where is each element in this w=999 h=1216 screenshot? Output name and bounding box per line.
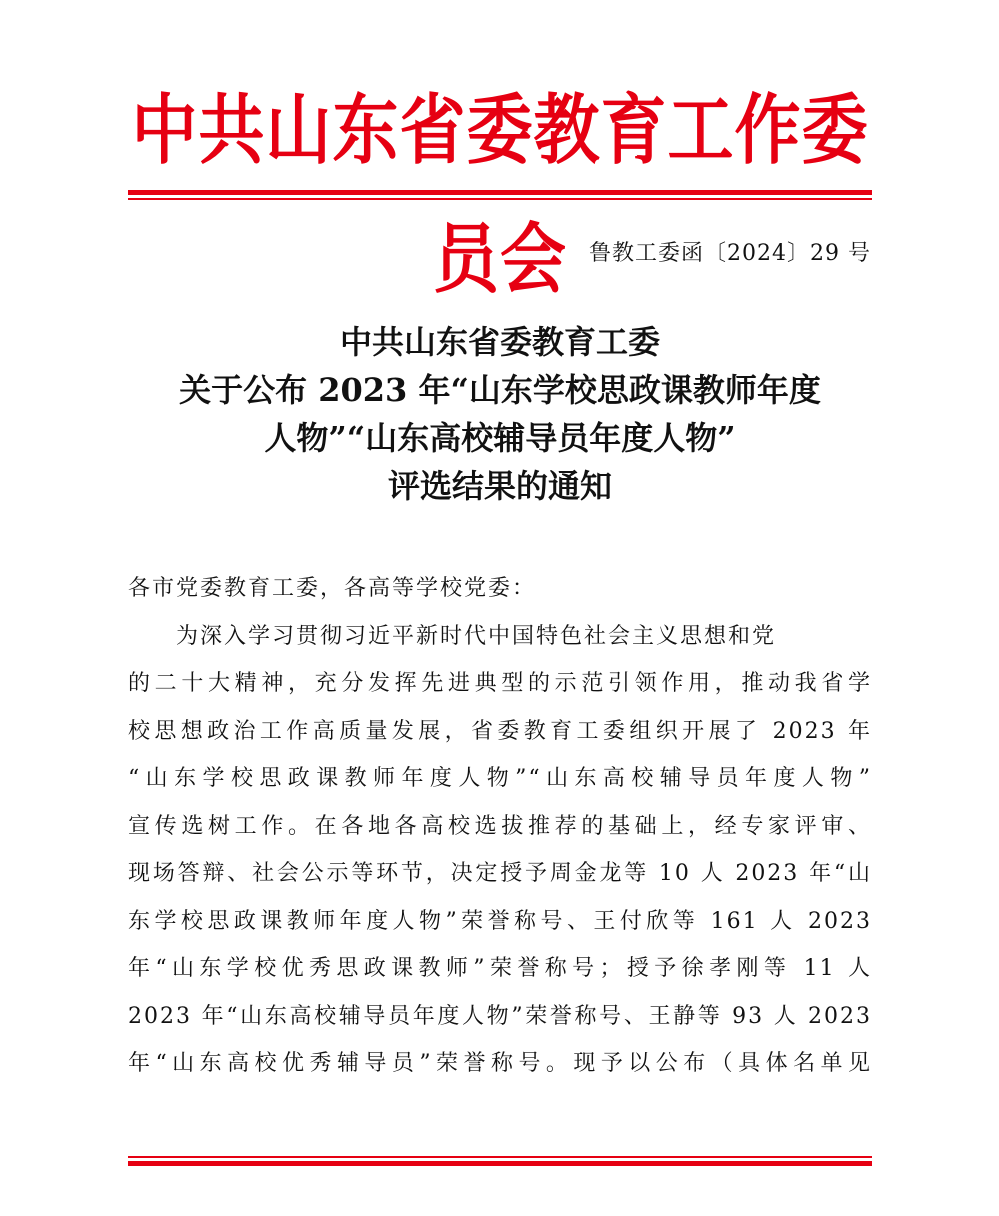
title-line: 评选结果的通知 bbox=[387, 467, 612, 505]
body-line: 年“山东学校优秀思政课教师”荣誉称号；授予徐孝刚等 11 人 bbox=[128, 956, 872, 981]
body-line: 宣传选树工作。在各地各高校选拔推荐的基础上，经专家评审、 bbox=[128, 813, 872, 839]
title-line: 中共山东省委教育工委 bbox=[339, 323, 660, 361]
masthead-rule-thick bbox=[128, 190, 872, 195]
document-title bbox=[128, 318, 872, 510]
body-line: 的二十大精神，充分发挥先进典型的示范引领作用，推动我省学 bbox=[128, 671, 872, 696]
body-line: 东学校思政课教师年度人物”荣誉称号、王付欣等 161 人 2023 bbox=[128, 908, 872, 934]
salutation: 各市党委教育工委，各高等学校党委： bbox=[128, 576, 537, 601]
document-number: 鲁教工委函〔2024〕29 号 bbox=[589, 241, 871, 266]
body-line: 2023 年“山东高校辅导员年度人物”荣誉称号、王静等 93 人 2023 bbox=[128, 1003, 872, 1029]
body-line: 现场答辩、社会公示等环节，决定授予周金龙等 10 人 2023 年“山 bbox=[128, 861, 872, 886]
masthead-org-name: 中共山东省委教育工作委员会 bbox=[131, 85, 869, 304]
body-line: 为深入学习贯彻习近平新时代中国特色社会主义思想和党 bbox=[176, 623, 777, 649]
body-line: 年“山东高校优秀辅导员”荣誉称号。现予以公布（具体名单见 bbox=[128, 1051, 872, 1076]
masthead-rule-thin bbox=[128, 198, 872, 200]
document-body bbox=[128, 565, 872, 1088]
title-line: 人物”“山东高校辅导员年度人物” bbox=[264, 419, 736, 457]
title-line: 关于公布 2023 年“山东学校思政课教师年度 bbox=[179, 371, 821, 409]
footer-rule-thick bbox=[128, 1161, 872, 1166]
body-line: 校思想政治工作高质量发展，省委教育工委组织开展了 2023 年 bbox=[128, 718, 872, 744]
footer-rule-thin bbox=[128, 1156, 872, 1158]
body-line: “山东学校思政课教师年度人物”“山东高校辅导员年度人物” bbox=[128, 766, 872, 791]
